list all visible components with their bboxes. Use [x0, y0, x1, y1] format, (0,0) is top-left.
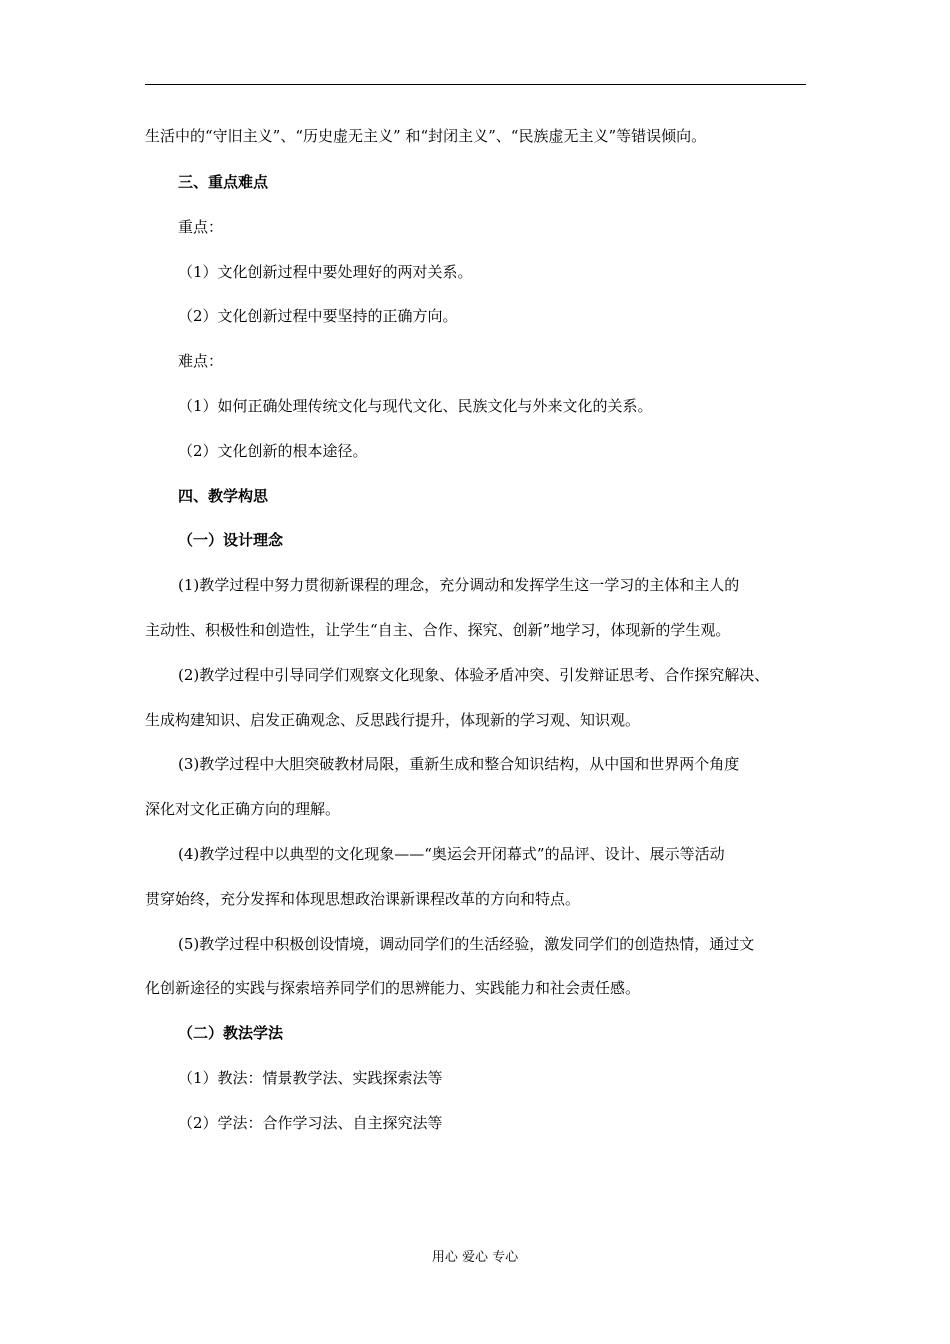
label-key-points: 重点：	[178, 218, 224, 236]
section-heading: 四、教学构思	[178, 487, 269, 505]
text-line: 生活中的“守旧主义”、“历史虚无主义” 和“封闭主义”、“民族虚无主义”等错误倾向。	[145, 127, 707, 145]
subsection-heading: （二）教法学法	[178, 1024, 284, 1042]
list-item: （2）文化创新的根本途径。	[178, 442, 368, 460]
list-item: （1）如何正确处理传统文化与现代文化、民族文化与外来文化的关系。	[178, 397, 653, 415]
paragraph-line: (2)教学过程中引导同学们观察文化现象、体验矛盾冲突、引发辩证思考、合作探究解决、	[178, 666, 770, 684]
page-footer: 用心 爱心 专心	[431, 1250, 519, 1265]
paragraph-line: (5)教学过程中积极创设情境，调动同学们的生活经验，激发同学们的创造热情，通过文	[178, 935, 755, 953]
list-item: （1）文化创新过程中要处理好的两对关系。	[178, 263, 473, 281]
paragraph-line: 化创新途径的实践与探索培养同学们的思辨能力、实践能力和社会责任感。	[145, 979, 641, 997]
list-item: （2）学法：合作学习法、自主探究法等	[178, 1114, 443, 1132]
section-heading: 三、重点难点	[178, 173, 269, 191]
paragraph-line: 主动性、积极性和创造性，让学生“自主、合作、探究、创新”地学习，体现新的学生观。	[145, 621, 731, 639]
header-rule	[145, 84, 806, 85]
list-item: （2）文化创新过程中要坚持的正确方向。	[178, 307, 458, 325]
paragraph-line: (1)教学过程中努力贯彻新课程的理念，充分调动和发挥学生这一学习的主体和主人的	[178, 576, 740, 594]
paragraph-line: 贯穿始终，充分发挥和体现思想政治课新课程改革的方向和特点。	[145, 890, 581, 908]
paragraph-line: 生成构建知识、启发正确观念、反思践行提升，体现新的学习观、知识观。	[145, 711, 641, 729]
paragraph-line: 深化对文化正确方向的理解。	[145, 800, 341, 818]
paragraph-line: (3)教学过程中大胆突破教材局限，重新生成和整合知识结构，从中国和世界两个角度	[178, 755, 740, 773]
list-item: （1）教法：情景教学法、实践探索法等	[178, 1069, 443, 1087]
label-difficulties: 难点：	[178, 352, 224, 370]
paragraph-line: (4)教学过程中以典型的文化现象——“奥运会开闭幕式”的品评、设计、展示等活动	[178, 845, 725, 863]
subsection-heading: （一）设计理念	[178, 531, 284, 549]
